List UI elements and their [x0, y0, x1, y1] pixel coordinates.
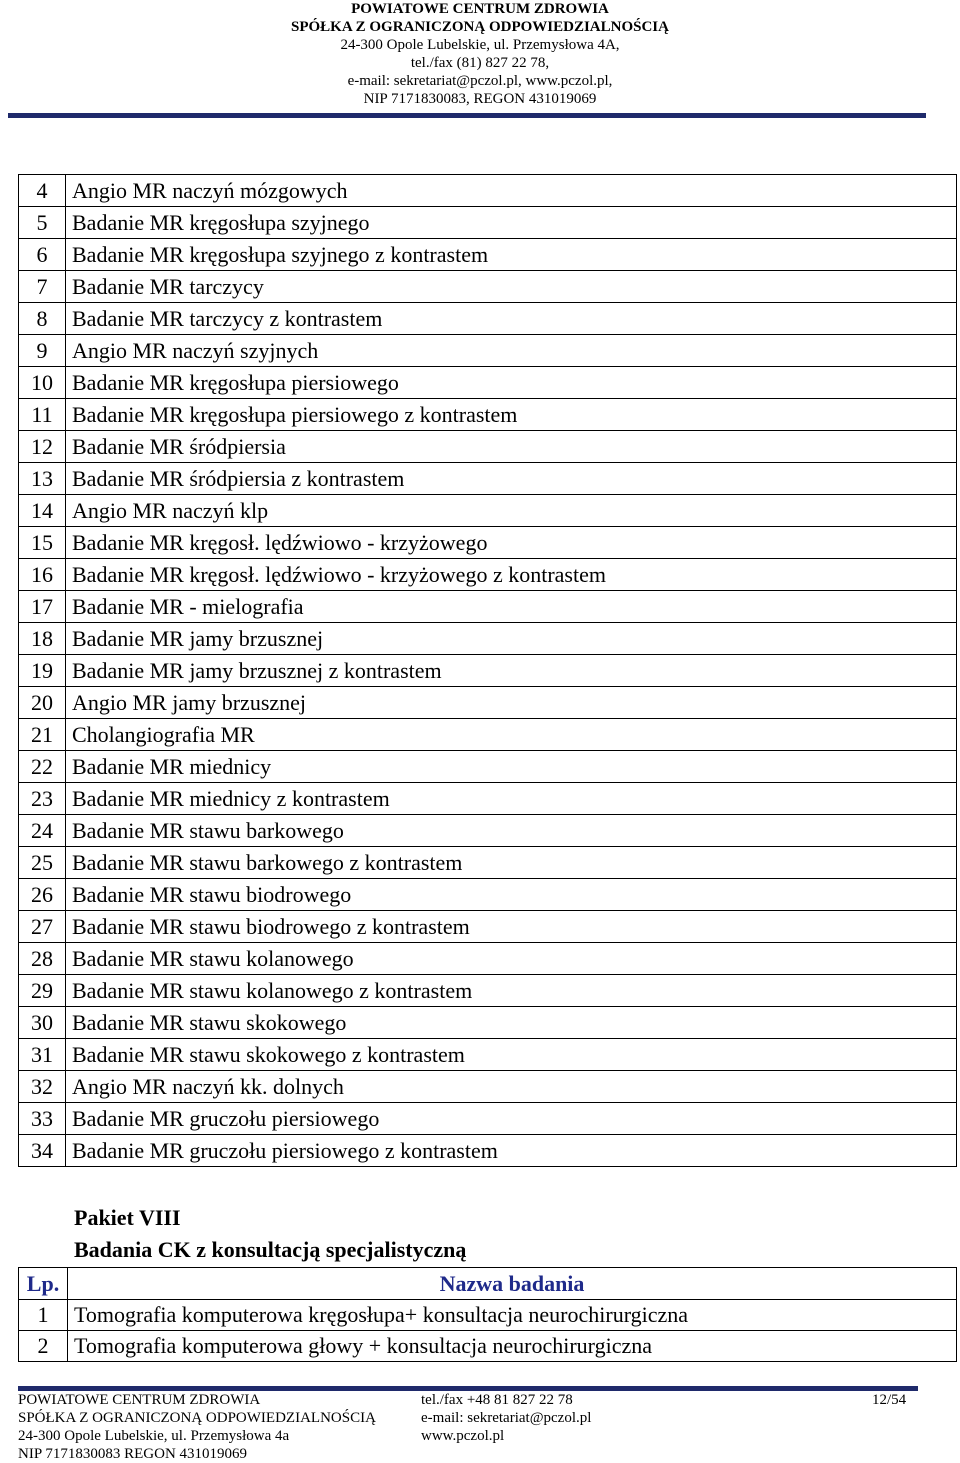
- footer-phone: tel./fax +48 81 827 22 78: [421, 1392, 573, 1408]
- table-row: [19, 623, 957, 655]
- table-row: [19, 1300, 957, 1331]
- footer-ids: NIP 7171830083 REGON 431019069: [18, 1446, 248, 1462]
- package-subtitle: Badania CK z konsultacją specjalistyczną: [74, 1237, 467, 1262]
- exam-name: Badanie MR miednicy z kontrastem: [66, 783, 957, 815]
- exam-name: Badanie MR miednicy: [66, 751, 957, 783]
- exam-name: Badanie MR jamy brzusznej z kontrastem: [66, 655, 957, 687]
- exam-name: Badanie MR kręgosłupa piersiowego: [66, 367, 957, 399]
- table-row: [19, 815, 957, 847]
- exam-name: Badanie MR gruczołu piersiowego z kontrastem: [66, 1135, 957, 1167]
- table-row: [19, 719, 957, 751]
- row-number: 20: [19, 687, 66, 719]
- exam-name: Angio MR jamy brzusznej: [66, 687, 957, 719]
- table-row: [19, 239, 957, 271]
- table-row: [19, 175, 957, 207]
- table-row: [19, 399, 957, 431]
- exam-name: Badanie MR stawu barkowego: [66, 815, 957, 847]
- row-number: 7: [19, 271, 66, 303]
- exam-name: Badanie MR tarczycy z kontrastem: [66, 303, 957, 335]
- row-number: 24: [19, 815, 66, 847]
- row-number: 13: [19, 463, 66, 495]
- table-row: [19, 271, 957, 303]
- exam-name: Badanie MR stawu barkowego z kontrastem: [66, 847, 957, 879]
- footer-website: www.pczol.pl: [421, 1428, 505, 1444]
- row-number: 31: [19, 1039, 66, 1071]
- table-row: [19, 1039, 957, 1071]
- table-row: [19, 879, 957, 911]
- row-number: 28: [19, 943, 66, 975]
- exam-name: Badanie MR tarczycy: [66, 271, 957, 303]
- exam-name: Badanie MR kręgosłupa szyjnego z kontrastem: [66, 239, 957, 271]
- package-table-header-row: [19, 1268, 957, 1300]
- exam-name: Badanie MR stawu biodrowego z kontrastem: [66, 911, 957, 943]
- table-row: [19, 751, 957, 783]
- row-number: 25: [19, 847, 66, 879]
- table-row: [19, 847, 957, 879]
- exam-name: Badanie MR stawu kolanowego z kontrastem: [66, 975, 957, 1007]
- row-number: 4: [19, 175, 66, 207]
- letterhead-contact: e-mail: sekretariat@pczol.pl, www.pczol.pl,: [347, 73, 613, 89]
- row-number: 22: [19, 751, 66, 783]
- row-number: 23: [19, 783, 66, 815]
- row-number: 10: [19, 367, 66, 399]
- exam-name: Tomografia komputerowa kręgosłupa+ konsultacja neurochirurgiczna: [68, 1300, 957, 1331]
- footer-company-block: [18, 1391, 376, 1463]
- footer-address: 24-300 Opole Lubelskie, ul. Przemysłowa 4a: [18, 1428, 290, 1444]
- row-number: 19: [19, 655, 66, 687]
- row-number: 30: [19, 1007, 66, 1039]
- row-number: 29: [19, 975, 66, 1007]
- row-number: 32: [19, 1071, 66, 1103]
- exam-name: Badanie MR - mielografia: [66, 591, 957, 623]
- table-row: [19, 303, 957, 335]
- mr-exams-table-body: [19, 175, 957, 1167]
- table-row: [19, 367, 957, 399]
- exam-name: Badanie MR kręgosłupa szyjnego: [66, 207, 957, 239]
- mr-exams-table: [18, 174, 957, 1167]
- letterhead-ids: NIP 7171830083, REGON 431019069: [363, 91, 597, 107]
- header-divider: [8, 113, 926, 118]
- letterhead-company-type: SPÓŁKA Z OGRANICZONĄ ODPOWIEDZIALNOŚCIĄ: [291, 19, 669, 35]
- table-row: [19, 527, 957, 559]
- exam-name: Badanie MR gruczołu piersiowego: [66, 1103, 957, 1135]
- exam-name: Badanie MR śródpiersia z kontrastem: [66, 463, 957, 495]
- row-number: 17: [19, 591, 66, 623]
- row-number: 15: [19, 527, 66, 559]
- letterhead-phone: tel./fax (81) 827 22 78,: [410, 55, 550, 71]
- row-number: 12: [19, 431, 66, 463]
- table-row: [19, 975, 957, 1007]
- row-number: 1: [19, 1300, 68, 1331]
- package-table-body: [19, 1300, 957, 1362]
- exam-name: Badanie MR stawu skokowego z kontrastem: [66, 1039, 957, 1071]
- exam-name: Tomografia komputerowa głowy + konsultacja neurochirurgiczna: [68, 1331, 957, 1362]
- exam-name: Badanie MR stawu skokowego: [66, 1007, 957, 1039]
- row-number: 21: [19, 719, 66, 751]
- table-row: [19, 463, 957, 495]
- package-table: [18, 1267, 957, 1362]
- letterhead: [0, 0, 960, 108]
- letterhead-org-name: POWIATOWE CENTRUM ZDROWIA: [351, 1, 609, 17]
- table-row: [19, 335, 957, 367]
- row-number: 26: [19, 879, 66, 911]
- column-header-name: Nazwa badania: [68, 1268, 957, 1300]
- row-number: 27: [19, 911, 66, 943]
- footer-company-type: SPÓŁKA Z OGRANICZONĄ ODPOWIEDZIALNOŚCIĄ: [18, 1410, 376, 1426]
- row-number: 16: [19, 559, 66, 591]
- column-header-lp: Lp.: [19, 1268, 68, 1300]
- table-row: [19, 559, 957, 591]
- table-row: [19, 1331, 957, 1362]
- row-number: 18: [19, 623, 66, 655]
- exam-name: Badanie MR śródpiersia: [66, 431, 957, 463]
- exam-name: Badanie MR kręgosł. lędźwiowo - krzyżowego z kontrastem: [66, 559, 957, 591]
- row-number: 6: [19, 239, 66, 271]
- row-number: 5: [19, 207, 66, 239]
- exam-name: Badanie MR stawu biodrowego: [66, 879, 957, 911]
- table-row: [19, 1071, 957, 1103]
- row-number: 2: [19, 1331, 68, 1362]
- exam-name: Angio MR naczyń mózgowych: [66, 175, 957, 207]
- exam-name: Angio MR naczyń kk. dolnych: [66, 1071, 957, 1103]
- exam-name: Badanie MR stawu kolanowego: [66, 943, 957, 975]
- row-number: 14: [19, 495, 66, 527]
- table-row: [19, 1135, 957, 1167]
- table-row: [19, 655, 957, 687]
- table-row: [19, 1007, 957, 1039]
- footer-contact-block: [421, 1391, 591, 1445]
- table-row: [19, 943, 957, 975]
- exam-name: Cholangiografia MR: [66, 719, 957, 751]
- table-row: [19, 1103, 957, 1135]
- row-number: 9: [19, 335, 66, 367]
- table-row: [19, 431, 957, 463]
- exam-name: Badanie MR jamy brzusznej: [66, 623, 957, 655]
- exam-name: Badanie MR kręgosłupa piersiowego z kontrastem: [66, 399, 957, 431]
- exam-name: Badanie MR kręgosł. lędźwiowo - krzyżowego: [66, 527, 957, 559]
- footer-org-name: POWIATOWE CENTRUM ZDROWIA: [18, 1392, 261, 1408]
- exam-name: Angio MR naczyń klp: [66, 495, 957, 527]
- table-row: [19, 207, 957, 239]
- table-row: [19, 783, 957, 815]
- letterhead-address: 24-300 Opole Lubelskie, ul. Przemysłowa 4A,: [340, 37, 620, 53]
- package-title: Pakiet VIII: [74, 1205, 181, 1230]
- page-number: 12/54: [872, 1392, 907, 1408]
- exam-name: Angio MR naczyń szyjnych: [66, 335, 957, 367]
- row-number: 8: [19, 303, 66, 335]
- row-number: 11: [19, 399, 66, 431]
- row-number: 34: [19, 1135, 66, 1167]
- table-row: [19, 687, 957, 719]
- table-row: [19, 591, 957, 623]
- table-row: [19, 495, 957, 527]
- row-number: 33: [19, 1103, 66, 1135]
- footer-email: e-mail: sekretariat@pczol.pl: [421, 1410, 592, 1426]
- table-row: [19, 911, 957, 943]
